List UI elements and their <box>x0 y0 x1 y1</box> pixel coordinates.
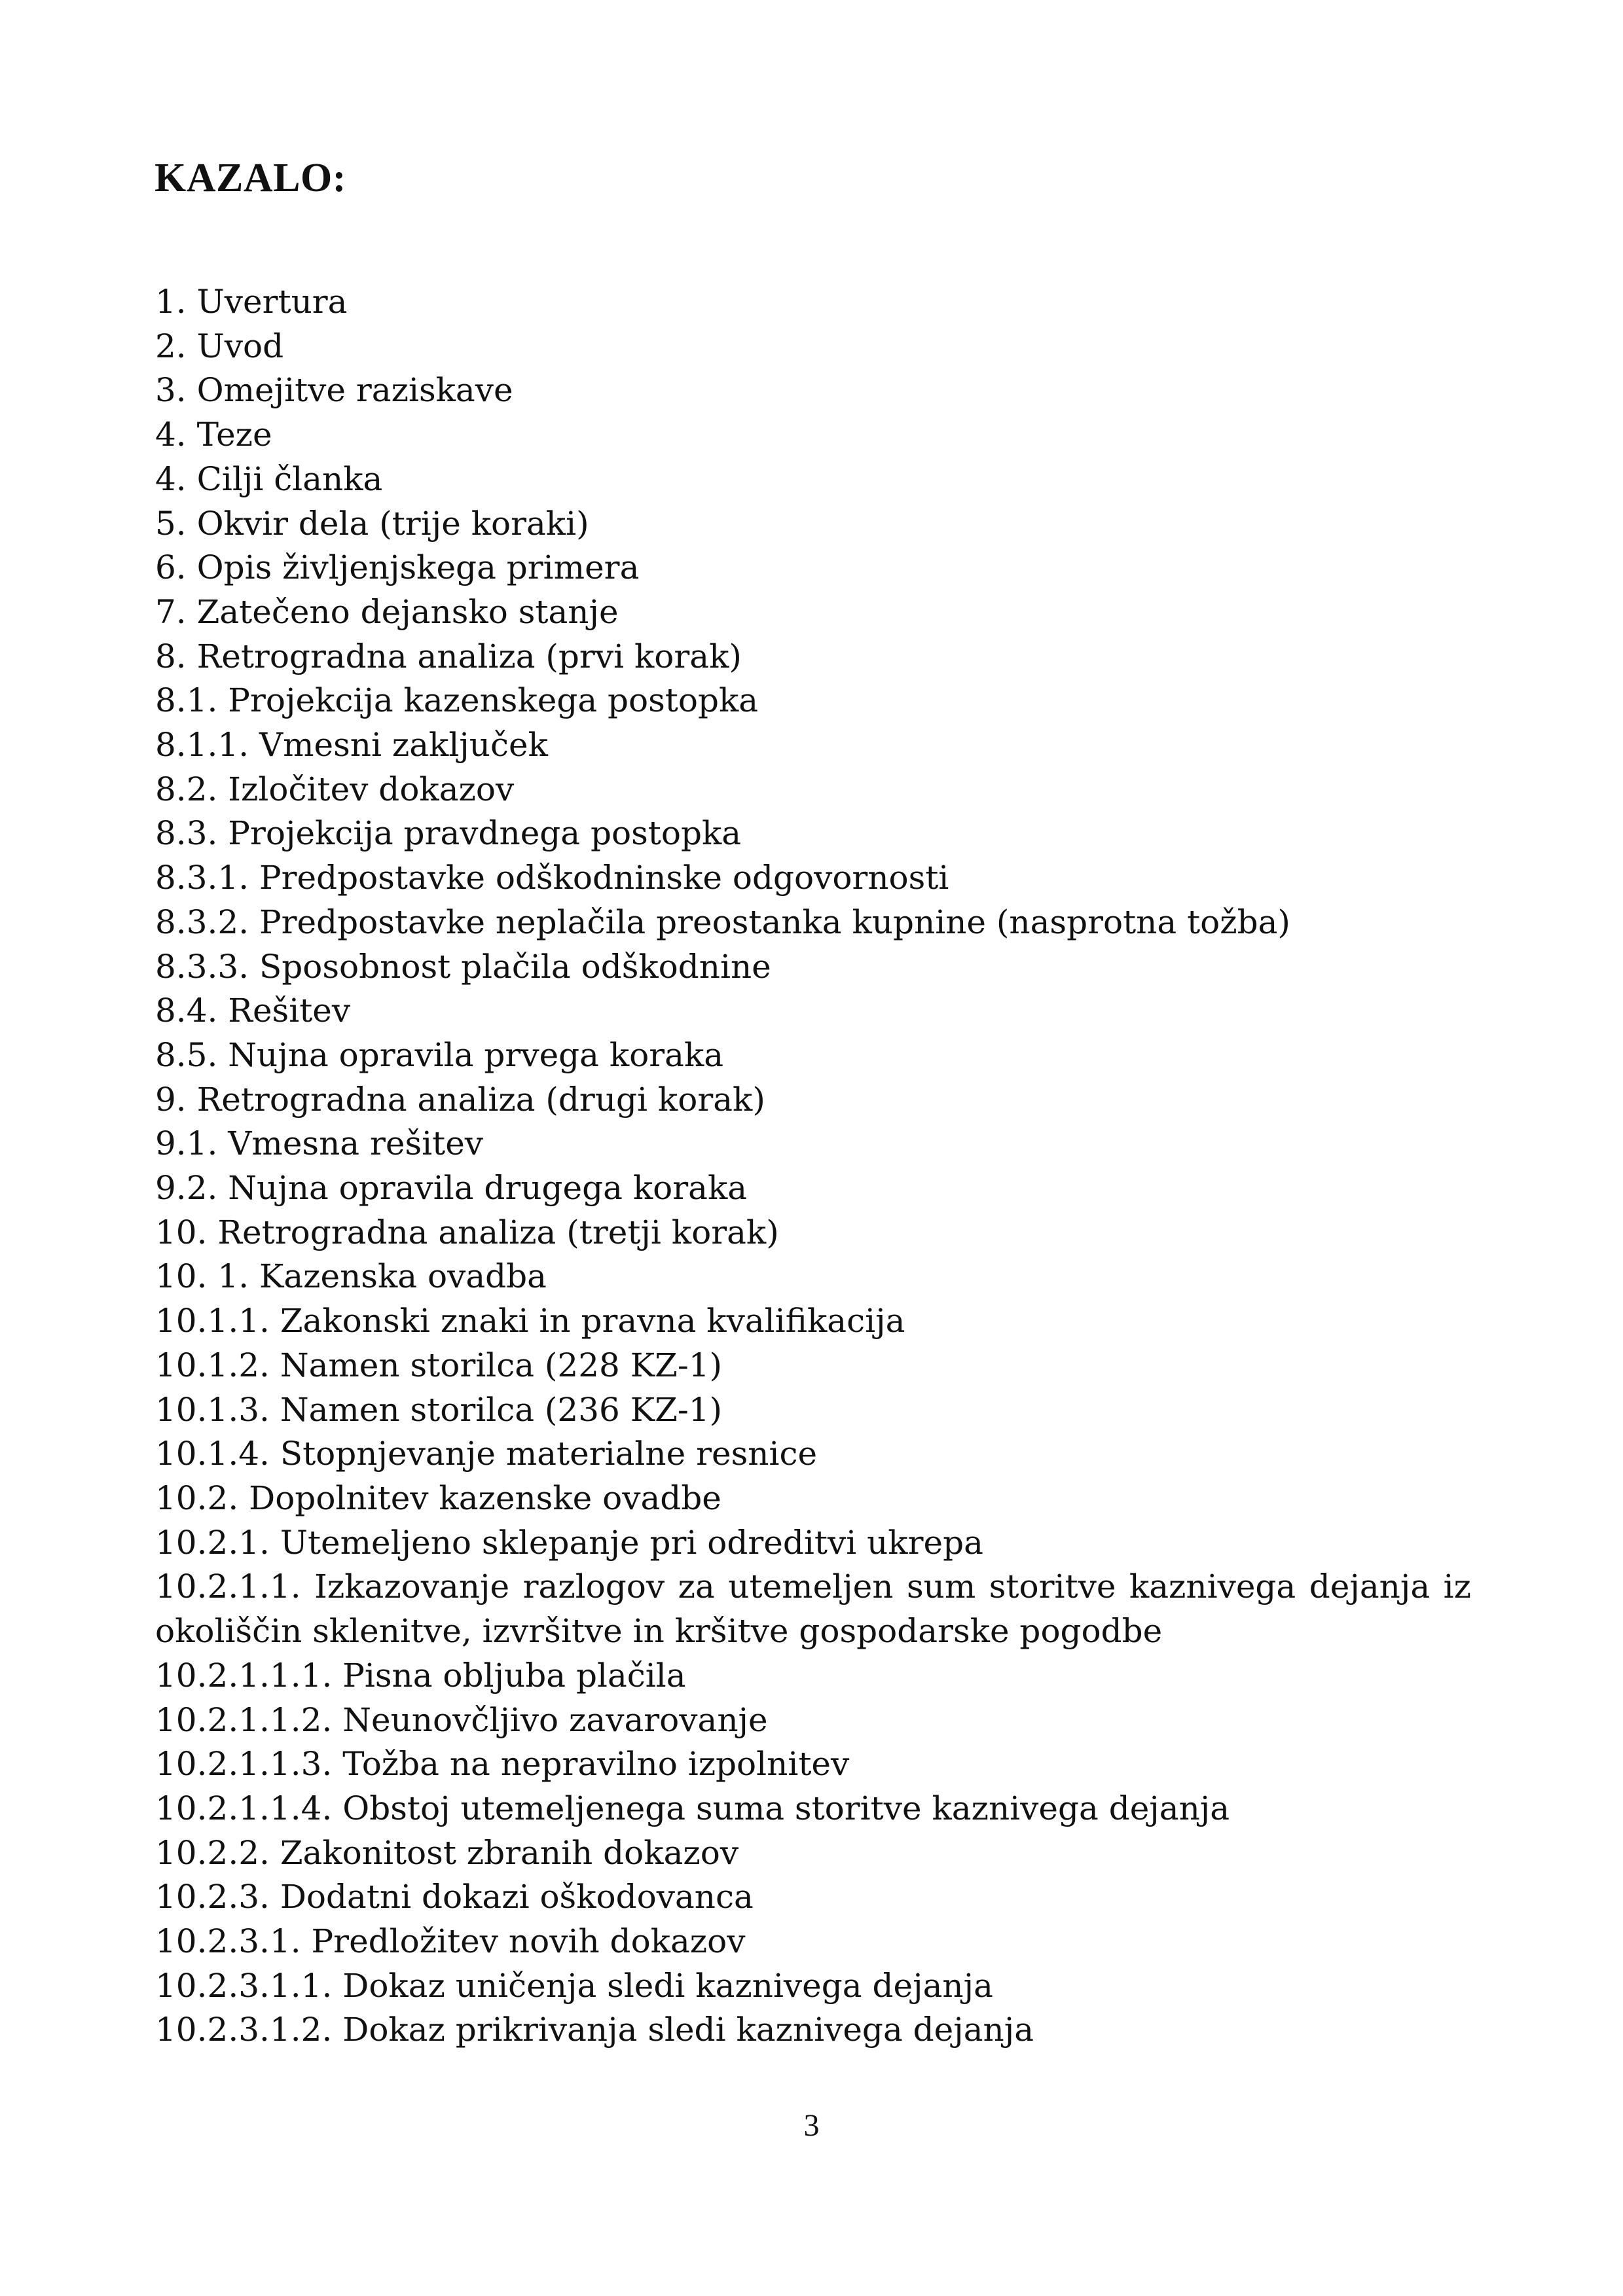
toc-entry: 4. Cilji članka <box>155 459 383 498</box>
toc-entry: 8.2. Izločitev dokazov <box>155 770 515 808</box>
page-number: 3 <box>803 2108 820 2143</box>
toc-entry: 3. Omejitve raziskave <box>155 371 513 410</box>
toc-entry: 10.2.3.1.1. Dokaz uničenja sledi kaznivega dejanja <box>155 1966 993 2005</box>
toc-entry: 8. Retrogradna analiza (prvi korak) <box>155 637 742 675</box>
toc-entry: 10.2.1.1.3. Tožba na nepravilno izpolnitev <box>155 1745 850 1784</box>
toc-entry: 5. Okvir dela (trije koraki) <box>155 504 589 543</box>
toc-entry: 9.1. Vmesna rešitev <box>155 1124 484 1163</box>
toc-entry: 10.1.2. Namen storilca (228 KZ-1) <box>155 1346 723 1384</box>
toc-entry: 4. Teze <box>155 416 272 454</box>
toc-entry: 10. Retrogradna analiza (tretji korak) <box>155 1213 779 1251</box>
toc-entry: 8.1. Projekcija kazenskega postopka <box>155 681 759 720</box>
toc-entry: 8.3.1. Predpostavke odškodninske odgovornosti <box>155 859 949 897</box>
toc-entry: 8.4. Rešitev <box>155 992 351 1030</box>
toc-entry: 1. Uvertura <box>155 283 348 321</box>
toc-entry: 9.2. Nujna opravila drugega koraka <box>155 1169 748 1208</box>
table-of-contents <box>155 280 1471 2053</box>
toc-entry: 10.2.1.1.1. Pisna obljuba plačila <box>155 1656 686 1695</box>
page-title: KAZALO: <box>155 156 346 200</box>
toc-entry: 10.1.3. Namen storilca (236 KZ-1) <box>155 1390 723 1429</box>
toc-entry: 10.2.2. Zakonitost zbranih dokazov <box>155 1833 739 1872</box>
toc-entry: 10.2.3. Dodatni dokazi oškodovanca <box>155 1878 754 1916</box>
toc-entry: 10.1.4. Stopnjevanje materialne resnice <box>155 1435 818 1473</box>
toc-entry: 10.2.1. Utemeljeno sklepanje pri odreditvi ukrepa <box>155 1523 983 1562</box>
toc-entry: 10.2. Dopolnitev kazenske ovadbe <box>155 1479 721 1517</box>
toc-entry: 10.1.1. Zakonski znaki in pravna kvalifikacija <box>155 1302 905 1340</box>
toc-entry: 6. Opis življenjskega primera <box>155 548 640 587</box>
toc-entry: 7. Zatečeno dejansko stanje <box>155 592 619 631</box>
toc-entry: 10.2.1.1. Izkazovanje razlogov za utemeljen sum storitve kaznivega dejanja iz okoliščin sklenitve, izvršitve in kršitve gospodarske pogodbe <box>155 1568 1471 1651</box>
toc-entry: 8.5. Nujna opravila prvega koraka <box>155 1035 724 1074</box>
toc-entry: 8.1.1. Vmesni zaključek <box>155 726 548 764</box>
toc-entry: 10.2.1.1.2. Neunovčljivo zavarovanje <box>155 1700 768 1739</box>
toc-entry: 10. 1. Kazenska ovadba <box>155 1257 547 1296</box>
toc-entry: 10.2.1.1.4. Obstoj utemeljenega suma storitve kaznivega dejanja <box>155 1789 1230 1827</box>
toc-entry: 8.3. Projekcija pravdnega postopka <box>155 814 742 853</box>
toc-entry: 10.2.3.1. Predložitev novih dokazov <box>155 1922 746 1961</box>
toc-entry: 10.2.3.1.2. Dokaz prikrivanja sledi kaznivega dejanja <box>155 2011 1034 2049</box>
toc-entry: 2. Uvod <box>155 327 284 365</box>
toc-entry: 9. Retrogradna analiza (drugi korak) <box>155 1080 765 1119</box>
toc-entry: 8.3.3. Sposobnost plačila odškodnine <box>155 947 771 986</box>
toc-entry: 8.3.2. Predpostavke neplačila preostanka kupnine (nasprotna tožba) <box>155 903 1290 941</box>
